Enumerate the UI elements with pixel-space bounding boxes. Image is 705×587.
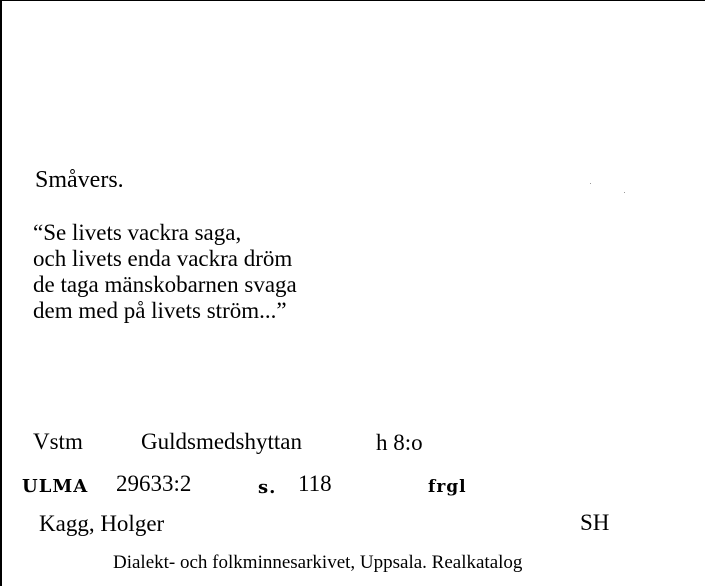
informant-name: Kagg, Holger	[39, 511, 165, 536]
archive-stamp: ULMA	[22, 476, 89, 497]
place-name: Guldsmedshyttan	[141, 429, 302, 454]
page-prefix: s.	[258, 477, 277, 498]
archive-footer: Dialekt- och folkminnesarkivet, Uppsala. Realkatalog	[113, 552, 523, 573]
card-title: Småvers.	[35, 167, 124, 193]
poem-line: dem med på livets ström...”	[33, 298, 287, 323]
poem-line: och livets enda vackra dröm	[33, 246, 293, 271]
recorder-initials: SH	[580, 510, 610, 535]
page-number: 118	[298, 471, 332, 496]
province-label: Vstm	[33, 429, 83, 454]
scan-speck	[624, 192, 625, 193]
scan-speck	[590, 183, 591, 184]
poem-text	[33, 220, 297, 324]
accession-number: 29633:2	[116, 471, 192, 496]
poem-line: de taga mänskobarnen svaga	[33, 272, 297, 297]
type-code: frgl	[428, 477, 467, 497]
format-label: h 8:o	[376, 430, 423, 455]
poem-line: “Se livets vackra saga,	[33, 220, 242, 245]
